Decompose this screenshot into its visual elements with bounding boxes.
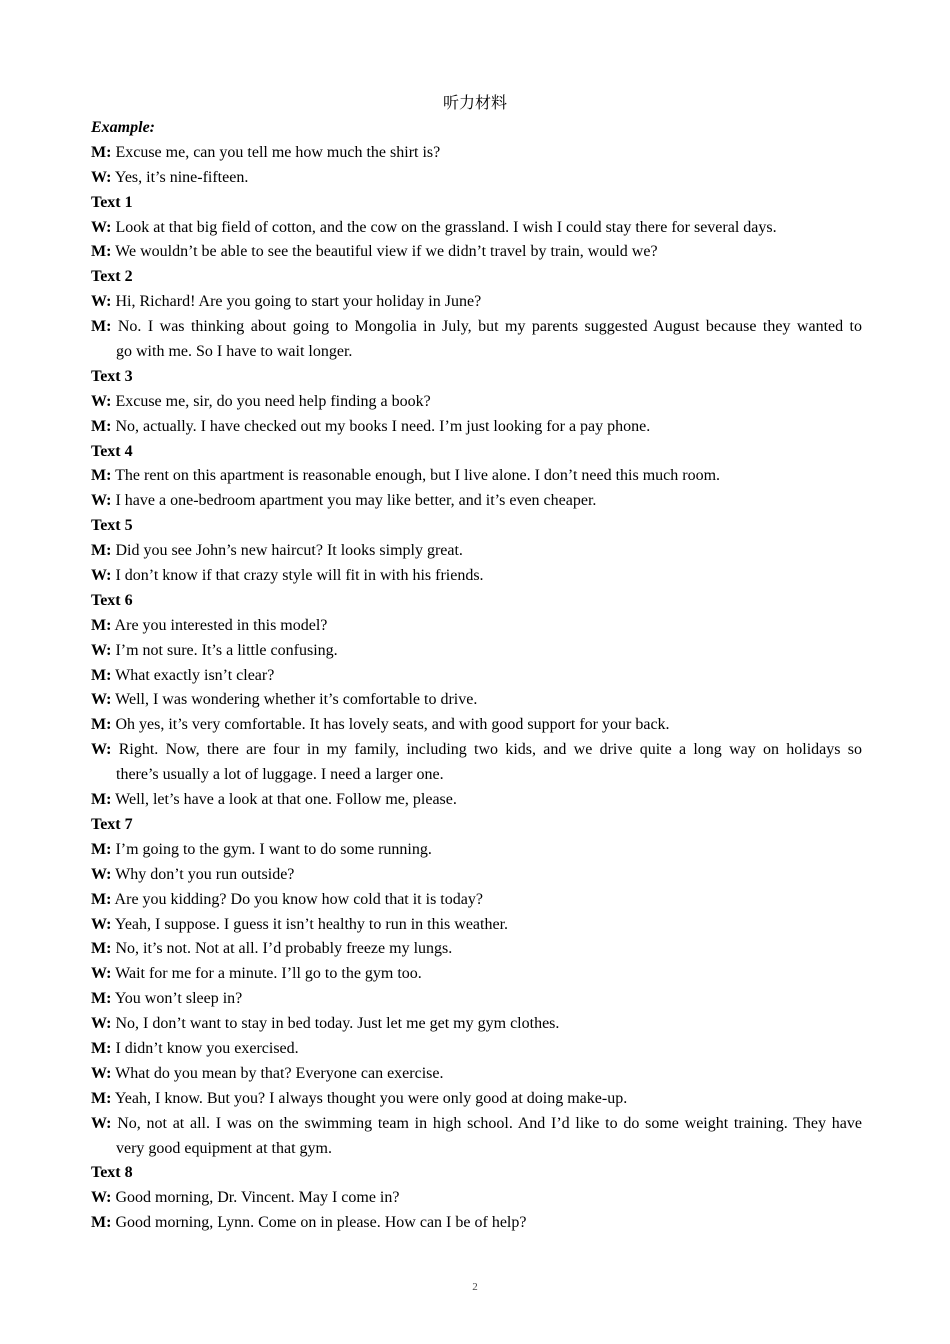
dialogue-line	[91, 216, 862, 241]
dialogue-line	[91, 863, 862, 888]
dialogue-line	[91, 166, 862, 191]
section-heading: Text 6	[91, 591, 133, 609]
speaker-label: M:	[91, 666, 112, 684]
speaker-label: M:	[91, 467, 112, 485]
dialogue-line	[91, 1087, 862, 1112]
dialogue-text: Look at that big field of cotton, and the cow on the grassland. I wish I could stay there for several days.	[111, 218, 777, 236]
speaker-label: M:	[91, 1089, 112, 1107]
section-heading: Text 3	[91, 367, 133, 385]
dialogue-text: Well, let’s have a look at that one. Follow me, please.	[111, 791, 457, 809]
dialogue-line	[91, 1211, 862, 1236]
dialogue-text: Good morning, Lynn. Come on in please. How can I be of help?	[111, 1214, 527, 1232]
section-heading: Text 4	[91, 442, 133, 460]
dialogue-text: No. I was thinking about going to Mongolia in July, but my parents suggested August because they wanted to	[111, 318, 862, 336]
speaker-label: M:	[91, 890, 112, 908]
dialogue-line	[91, 315, 862, 340]
dialogue-text: Yeah, I know. But you? I always thought you were only good at doing make-up.	[111, 1089, 628, 1107]
dialogue-text: I’m not sure. It’s a little confusing.	[111, 641, 338, 659]
dialogue-text: What exactly isn’t clear?	[111, 666, 275, 684]
dialogue-text: You won’t sleep in?	[111, 990, 243, 1008]
page-number: 2	[472, 1281, 478, 1293]
dialogue-line	[91, 913, 862, 938]
speaker-label: W:	[91, 691, 112, 709]
dialogue-text: Excuse me, can you tell me how much the shirt is?	[111, 143, 441, 161]
speaker-label: M:	[91, 940, 112, 958]
speaker-label: W:	[91, 865, 112, 883]
dialogue-text: No, it’s not. Not at all. I’d probably freeze my lungs.	[111, 940, 453, 958]
dialogue-text: No, not at all. I was on the swimming team in high school. And I’d like to do some weight training. They have	[111, 1114, 862, 1132]
speaker-label: M:	[91, 417, 112, 435]
dialogue-line	[91, 987, 862, 1012]
speaker-label: W:	[91, 1015, 112, 1033]
dialogue-line	[91, 738, 862, 763]
dialogue-line	[91, 240, 862, 265]
speaker-label: W:	[91, 1114, 112, 1132]
dialogue-text: Are you kidding? Do you know how cold that it is today?	[111, 890, 483, 908]
dialogue-line	[91, 564, 862, 589]
dialogue-line	[91, 962, 862, 987]
speaker-label: M:	[91, 840, 112, 858]
dialogue-line	[91, 639, 862, 664]
speaker-label: M:	[91, 791, 112, 809]
section-heading: Text 5	[91, 517, 133, 535]
speaker-label: W:	[91, 567, 112, 585]
dialogue-line	[91, 141, 862, 166]
speaker-label: W:	[91, 168, 112, 186]
page-title: 听力材料	[442, 95, 507, 112]
speaker-label: W:	[91, 1189, 112, 1207]
section-heading: Text 2	[91, 268, 133, 286]
speaker-label: W:	[91, 392, 112, 410]
dialogue-line	[91, 713, 862, 738]
dialogue-continuation: very good equipment at that gym.	[116, 1139, 332, 1157]
dialogue-line	[91, 888, 862, 913]
dialogue-line	[91, 1112, 862, 1137]
dialogue-continuation: go with me. So I have to wait longer.	[116, 343, 353, 361]
dialogue-text: I don’t know if that crazy style will fit in with his friends.	[111, 567, 484, 585]
dialogue-line	[91, 415, 862, 440]
dialogue-line	[91, 539, 862, 564]
dialogue-text: No, actually. I have checked out my books I need. I’m just looking for a pay phone.	[111, 417, 651, 435]
section-heading: Example:	[91, 119, 155, 136]
dialogue-line	[91, 1186, 862, 1211]
dialogue-line	[91, 688, 862, 713]
dialogue-line	[91, 1012, 862, 1037]
dialogue-text: Are you interested in this model?	[111, 616, 328, 634]
dialogue-line	[91, 390, 862, 415]
speaker-label: W:	[91, 641, 112, 659]
speaker-label: W:	[91, 492, 112, 510]
section-heading: Text 8	[91, 1164, 133, 1182]
speaker-label: M:	[91, 243, 112, 261]
dialogue-text: What do you mean by that? Everyone can exercise.	[111, 1064, 444, 1082]
dialogue-text: Wait for me for a minute. I’ll go to the gym too.	[111, 965, 422, 983]
dialogue-line	[91, 614, 862, 639]
speaker-label: M:	[91, 990, 112, 1008]
dialogue-text: Hi, Richard! Are you going to start your holiday in June?	[111, 293, 482, 311]
dialogue-text: Did you see John’s new haircut? It looks simply great.	[111, 542, 463, 560]
dialogue-text: Excuse me, sir, do you need help finding a book?	[111, 392, 431, 410]
speaker-label: W:	[91, 915, 112, 933]
speaker-label: M:	[91, 616, 112, 634]
section-heading: Text 7	[91, 815, 133, 833]
transcript-body	[91, 116, 862, 1236]
dialogue-text: Yeah, I suppose. I guess it isn’t healthy to run in this weather.	[111, 915, 509, 933]
dialogue-line	[91, 290, 862, 315]
dialogue-text: No, I don’t want to stay in bed today. Just let me get my gym clothes.	[111, 1015, 560, 1033]
dialogue-text: We wouldn’t be able to see the beautiful view if we didn’t travel by train, would we?	[111, 243, 658, 261]
speaker-label: M:	[91, 318, 112, 336]
speaker-label: W:	[91, 965, 112, 983]
dialogue-text: Oh yes, it’s very comfortable. It has lovely seats, and with good support for your back.	[111, 716, 670, 734]
dialogue-text: The rent on this apartment is reasonable enough, but I live alone. I don’t need this much room.	[111, 467, 721, 485]
dialogue-line	[91, 1037, 862, 1062]
dialogue-text: Right. Now, there are four in my family, including two kids, and we drive quite a long way on holidays so	[111, 741, 862, 759]
section-heading: Text 1	[91, 193, 133, 211]
speaker-label: W:	[91, 1064, 112, 1082]
dialogue-line	[91, 489, 862, 514]
speaker-label: M:	[91, 716, 112, 734]
dialogue-line	[91, 664, 862, 689]
dialogue-text: Good morning, Dr. Vincent. May I come in?	[111, 1189, 400, 1207]
speaker-label: M:	[91, 542, 112, 560]
dialogue-line	[91, 937, 862, 962]
speaker-label: W:	[91, 741, 112, 759]
speaker-label: W:	[91, 218, 112, 236]
dialogue-text: Yes, it’s nine-fifteen.	[111, 168, 249, 186]
dialogue-text: I’m going to the gym. I want to do some running.	[111, 840, 432, 858]
dialogue-line	[91, 464, 862, 489]
speaker-label: M:	[91, 1039, 112, 1057]
dialogue-text: Well, I was wondering whether it’s comfortable to drive.	[111, 691, 478, 709]
dialogue-line	[91, 1062, 862, 1087]
speaker-label: M:	[91, 143, 112, 161]
dialogue-line	[91, 788, 862, 813]
dialogue-text: Why don’t you run outside?	[111, 865, 295, 883]
dialogue-text: I have a one-bedroom apartment you may like better, and it’s even cheaper.	[111, 492, 597, 510]
dialogue-text: I didn’t know you exercised.	[111, 1039, 299, 1057]
dialogue-continuation: there’s usually a lot of luggage. I need a larger one.	[116, 766, 444, 784]
speaker-label: M:	[91, 1214, 112, 1232]
dialogue-line	[91, 838, 862, 863]
speaker-label: W:	[91, 293, 112, 311]
